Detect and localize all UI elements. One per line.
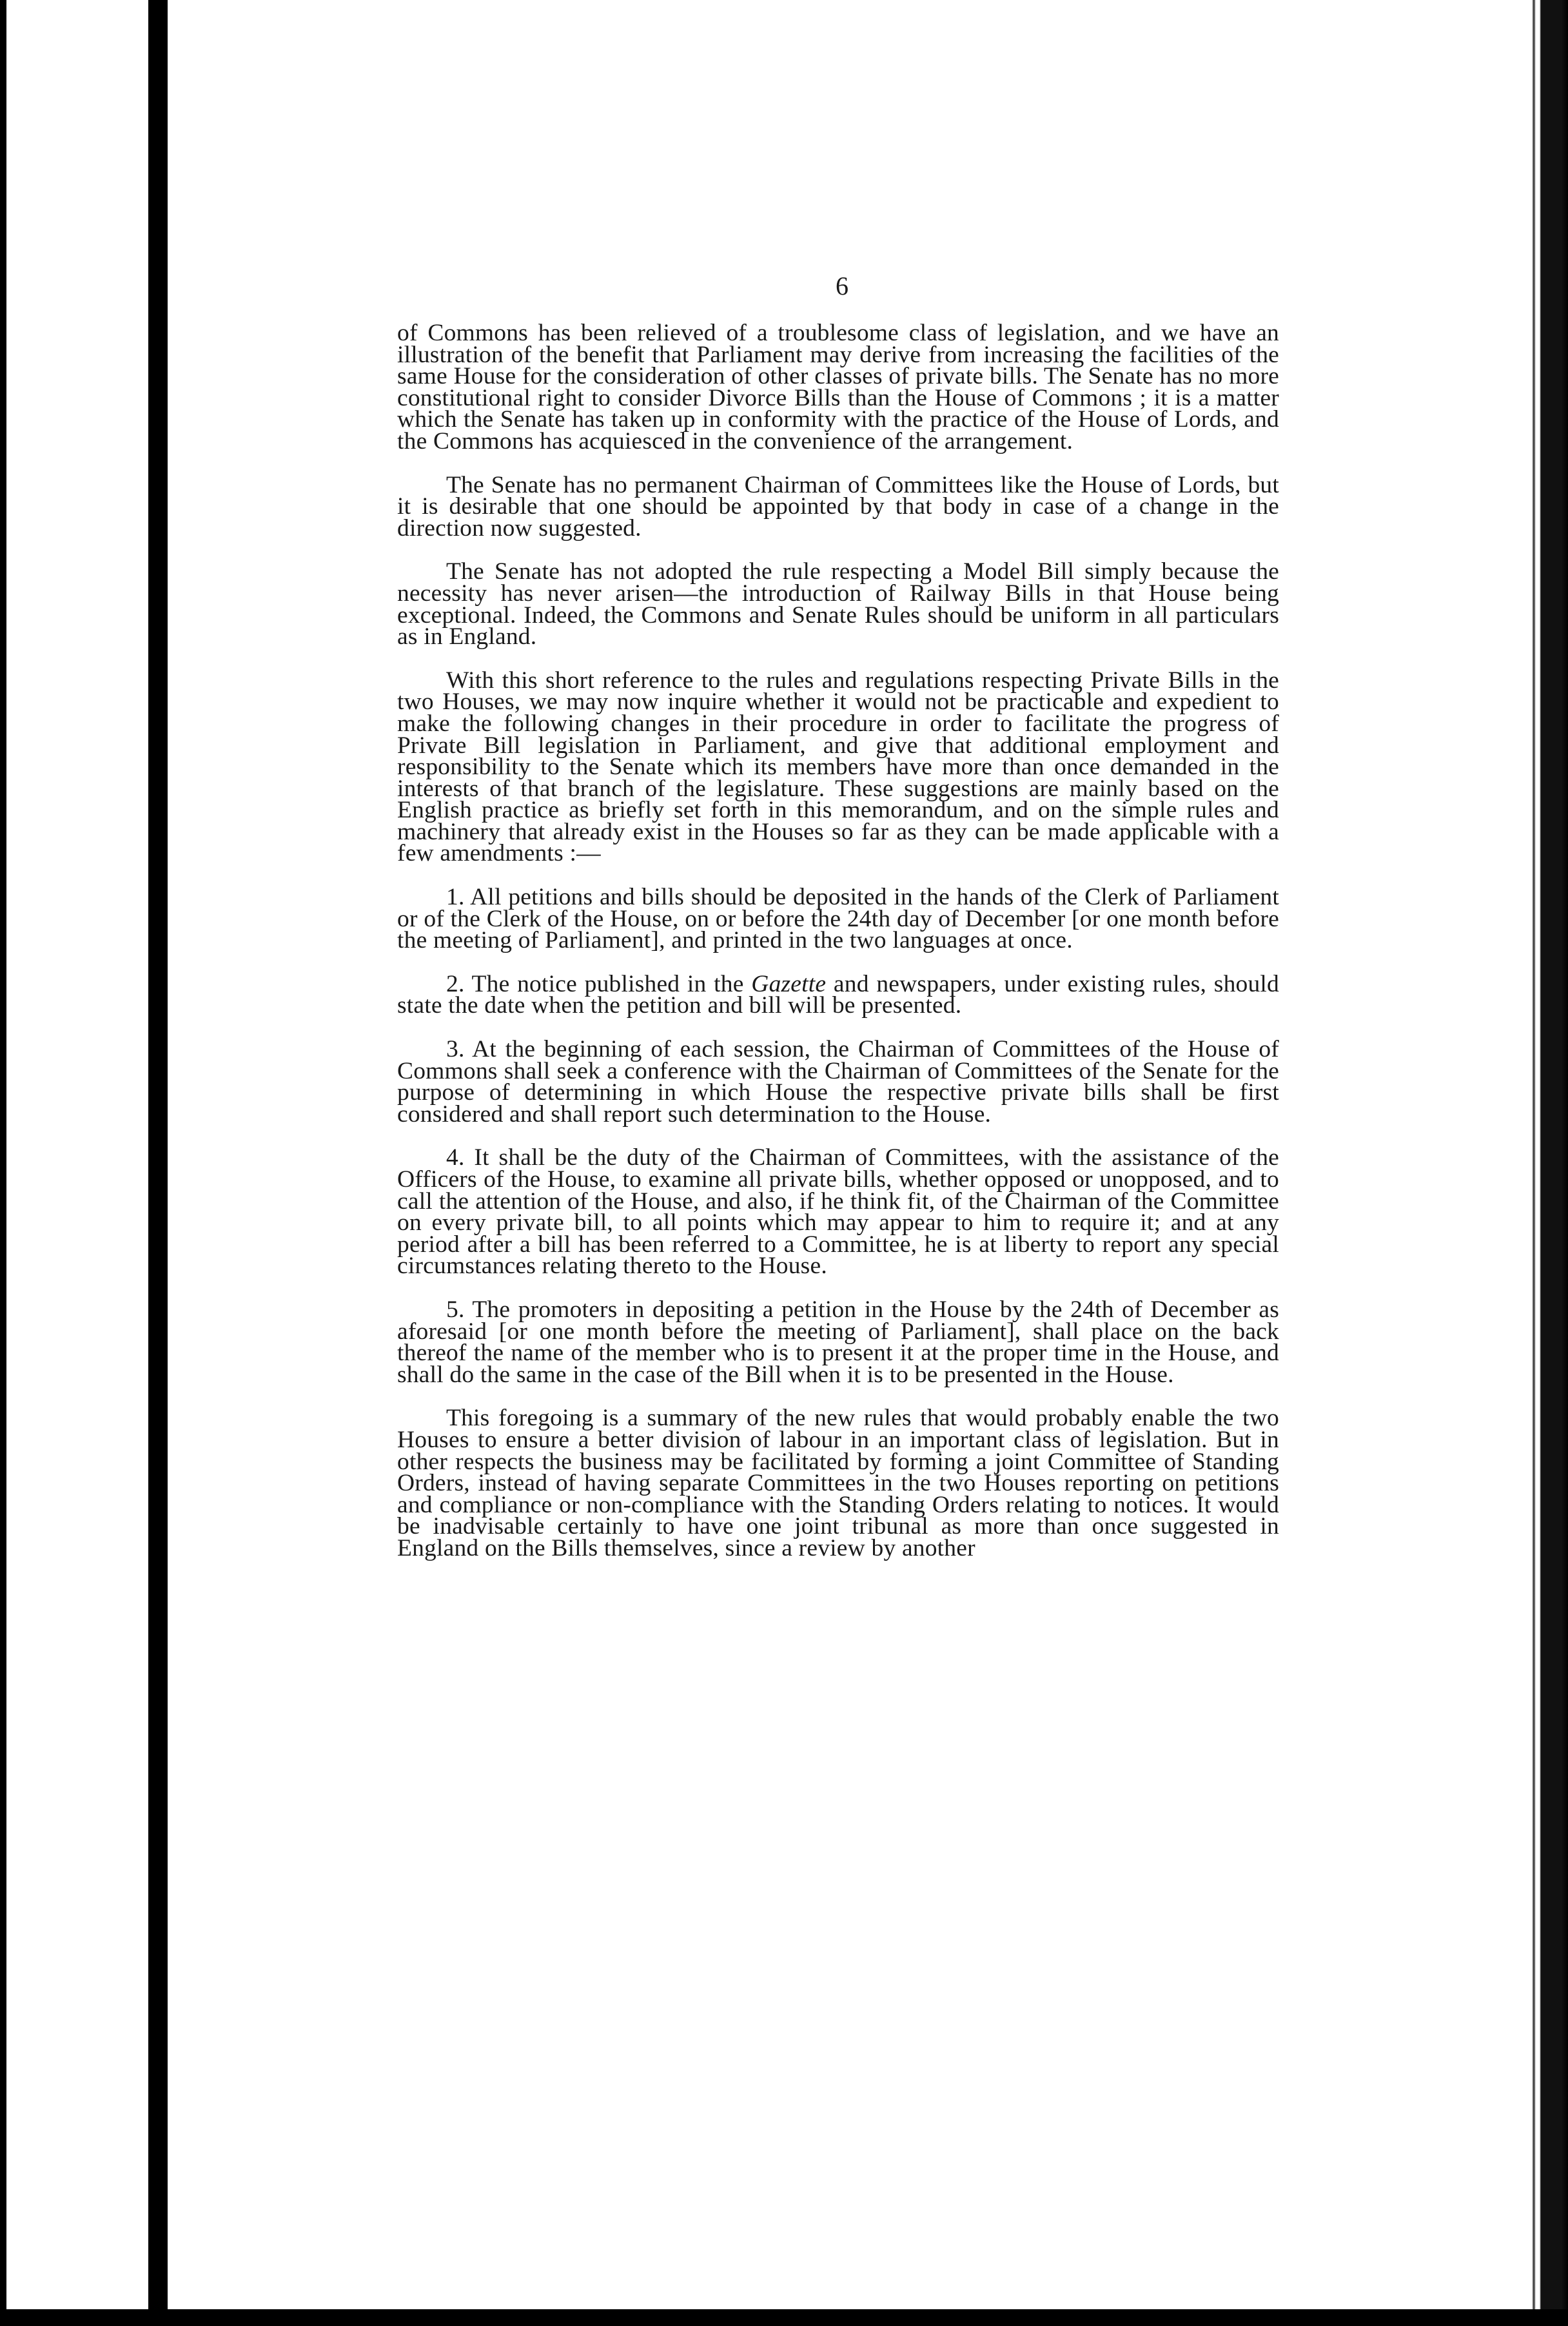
- scan-border-left: [0, 0, 6, 2326]
- document-body: [397, 322, 1279, 1559]
- scan-border-right: [1532, 0, 1568, 2326]
- rule-2-notice: [397, 970, 1279, 1019]
- paragraph-model-bill: The Senate has not adopted the rule respecting a Model Bill simply because the necessity has never arisen—the introduction of Railway Bills in that House being exceptional. Indeed, the Commons and Senate Rules should be uniform in all particulars as in England.: [397, 558, 1279, 650]
- paragraph-divorce-bills: of Commons has been relieved of a troublesome class of legislation, and we have an illustration of the benefit that Parliament may derive from increasing the facilities of the same House for the consideration of other classes of private bills. The Senate has no more constitutional right to consider Divorce Bills than the House of Commons ; it is a matter which the Senate has taken up in conformity with the practice of the House of Lords, and the Commons has acquiesced in the convenience of the arrangement.: [397, 320, 1279, 454]
- rule-1-deposit: 1. All petitions and bills should be deposited in the hands of the Clerk of Parliament or of the Clerk of the House, on or before the 24th day of December [or one month before the meeting of Parliament], and printed in the two languages at once.: [397, 884, 1279, 954]
- gazette-italic: Gazette: [751, 970, 827, 997]
- rule-3-conference: 3. At the beginning of each session, the Chairman of Committees of the House of Commons shall seek a conference with the Chairman of Committees of the Senate for the purpose of determining in which House the respective private bills shall be first considered and shall report such determination to the House.: [397, 1036, 1279, 1128]
- page-number: 6: [836, 271, 848, 300]
- rule-2-text-before: 2. The notice published in the: [446, 970, 752, 997]
- paragraph-chairman-of-committees: The Senate has no permanent Chairman of Committees like the House of Lords, but it is desirable that one should be appointed by that body in case of a change in the direction now suggested.: [397, 471, 1279, 542]
- paragraph-summary: This foregoing is a summary of the new rules that would probably enable the two Houses to ensure a better division of labour in an important class of legislation. But in other respects the business may be facilitated by forming a joint Committee of Standing Orders, instead of having separate Committees in the two Houses reporting on petitions and compliance or non-compliance with the Standing Orders relating to notices. It would be inadvisable certainly to have one joint tribunal as more than once suggested in England on the Bills themselves, since a review by another: [397, 1405, 1279, 1561]
- scan-border-bottom: [0, 2309, 1568, 2326]
- scan-gutter: [148, 0, 168, 2326]
- rule-2-text-after: and newspapers, under existing rules, should state the date when the petition and bill will be presented.: [397, 970, 1279, 1019]
- rule-5-promoters: 5. The promoters in depositing a petition in the House by the 24th of December as aforesaid [or one month before the meeting of Parliament], shall place on the back thereof the name of the member who is to present it at the proper time in the House, and shall do the same in the case of the Bill when it is to be presented in the House.: [397, 1296, 1279, 1388]
- rule-4-chairman-duty: 4. It shall be the duty of the Chairman of Committees, with the assistance of the Officers of the House, to examine all private bills, whether opposed or unopposed, and to call the attention of the House, and also, if he think fit, of the Chairman of the Committee on every private bill, to all points which may appear to him to require it; and at any period after a bill has been referred to a Committee, he is at liberty to report any special circumstances relating thereto to the House.: [397, 1144, 1279, 1280]
- paragraph-suggested-changes: With this short reference to the rules and regulations respecting Private Bills in the two Houses, we may now inquire whether it would not be practicable and expedient to make the following changes in their procedure in order to facilitate the progress of Private Bill legislation in Parliament, and give that additional employment and responsibility to the Senate which its members have more than once demanded in the interests of that branch of the legislature. These suggestions are mainly based on the English practice as briefly set forth in this memorandum, and on the simple rules and machinery that already exist in the Houses so far as they can be made applicable with a few amendments :—: [397, 667, 1279, 867]
